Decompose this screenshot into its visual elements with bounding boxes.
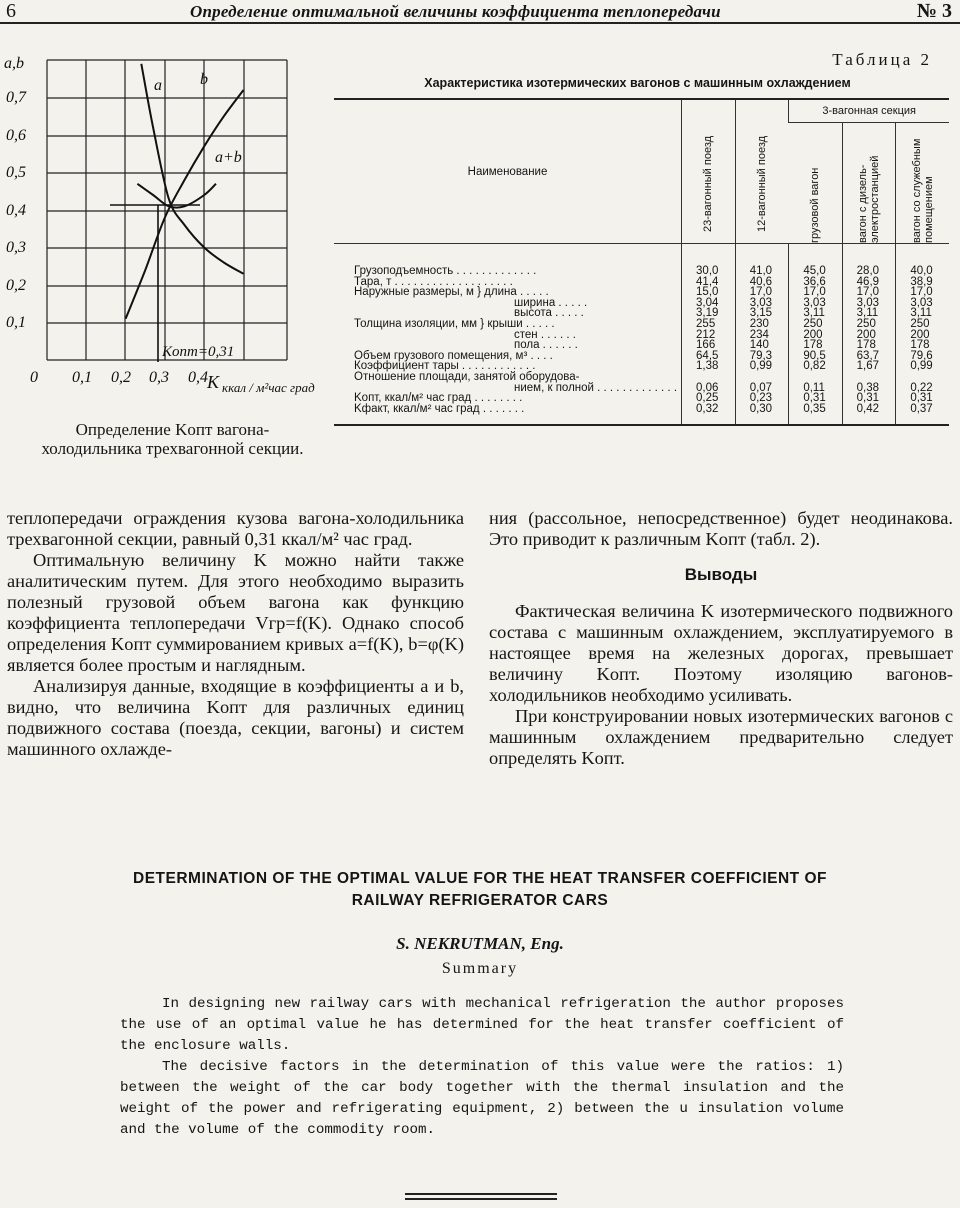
y-tick: 0,4 <box>6 202 26 219</box>
figure-caption: Определение Kопт вагона-холодильника трехвагонной секции. <box>41 420 304 458</box>
table-cell: 0,32 <box>682 404 736 426</box>
row-label: Тара, т . . . . . . . . . . . . . . . . . . . <box>354 275 513 288</box>
summary-label: Summary <box>441 960 519 977</box>
paragraph: теплопередачи ограждения кузова вагона-холодильника трехвагонной секции, равный 0,31 ккал/м² час град. <box>7 508 464 549</box>
curve-label-b: b <box>200 71 208 88</box>
paragraph: The decisive factors in the determination of this value were the ratios: 1) between the weight of the car body together with the thermal insulation and the weight of the power and refrigerating equipment, 2) between the u insulation volume and the volume of the commodity room. <box>120 1059 844 1138</box>
conclusions-heading: Выводы <box>684 565 758 584</box>
data-table <box>334 98 949 426</box>
table-header-col: 12-вагонный поезд <box>735 99 789 244</box>
paragraph: Фактическая величина K изотермического подвижного состава с машинным охлаждением, эксплуатируемого в настоящее время на железных дорогах, превышает величину Kопт. Поэтому изоляцию вагонов-холодильников необходимо усиливать. <box>489 601 953 705</box>
table-number: Таблица 2 <box>832 50 932 69</box>
paragraph: Анализируя данные, входящие в коэффициенты a и b, видно, что величина Kопт для различных единиц подвижного состава (поезда, секции, вагоны) и систем машинного охлажде- <box>7 676 464 759</box>
table-cell: 1,67 <box>842 361 896 372</box>
y-tick: 0,5 <box>6 164 26 181</box>
kopt-annotation: Kопт=0,31 <box>162 344 235 360</box>
table-cell: 0,31 <box>842 393 896 404</box>
table-cell: 250 <box>842 319 896 330</box>
curve-label-ab: a+b <box>215 149 242 166</box>
end-rule <box>405 1193 557 1195</box>
table-cell: 250 <box>896 319 949 330</box>
row-label: высота . . . . . <box>514 307 584 320</box>
table-cell: 0,06 <box>682 383 736 394</box>
row-label: ширина . . . . . <box>514 296 588 309</box>
table-cell: 17,0 <box>842 287 896 298</box>
table-cell <box>789 372 842 383</box>
table-cell: 212 <box>682 330 736 341</box>
table-cell: 0,11 <box>789 383 842 394</box>
table-cell: 178 <box>842 340 896 351</box>
paragraph: При конструировании новых изотермических вагонов с машинным охлаждением предварительно следует определять Kопт. <box>489 706 953 768</box>
chart-grid <box>47 60 287 360</box>
table-cell: 28,0 <box>842 244 896 277</box>
table-cell: 0,42 <box>842 404 896 426</box>
curve-a <box>141 64 243 274</box>
table-header-col: 23-вагонный поезд <box>682 99 736 244</box>
y-axis-label: a,b <box>4 55 24 72</box>
table-cell: 0,23 <box>735 393 789 404</box>
table-cell: 17,0 <box>896 287 949 298</box>
author: S. NEKRUTMAN, Eng. <box>396 934 564 953</box>
table-row <box>334 244 949 277</box>
row-label: стен . . . . . . <box>514 328 576 341</box>
table-cell <box>842 372 896 383</box>
table-cell: 46,9 <box>842 277 896 288</box>
table-cell: 178 <box>789 340 842 351</box>
table-cell: 3,03 <box>896 298 949 309</box>
x-tick: 0,2 <box>111 369 131 386</box>
y-tick: 0,2 <box>6 277 26 294</box>
table-cell: 40,0 <box>896 244 949 277</box>
table-group-header: 3-вагонная секция <box>789 99 949 123</box>
table-cell: 0,35 <box>789 404 842 426</box>
end-rule <box>405 1198 557 1200</box>
table-cell <box>735 372 789 383</box>
x-tick: 0,4 <box>188 369 208 386</box>
table-cell: 200 <box>842 330 896 341</box>
paragraph: In designing new railway cars with mechanical refrigeration the author proposes the use of an optimal value he has determined for the heat transfer coefficient of the enclosure walls. <box>120 996 844 1054</box>
row-label: Грузоподъемность . . . . . . . . . . . . . <box>354 265 537 277</box>
table-header-col: вагон с дизель-электростанцией <box>842 123 896 244</box>
x-axis-unit: ккал / м²час град <box>222 380 315 395</box>
table-cell <box>896 372 949 383</box>
table-cell: 3,11 <box>842 308 896 319</box>
table-cell: 0,25 <box>682 393 736 404</box>
x-tick: 0,1 <box>72 369 92 386</box>
table-header-col: грузовой вагон <box>789 123 842 244</box>
table-cell: 41,4 <box>682 277 736 288</box>
header-rule <box>0 22 960 24</box>
table-cell <box>682 372 736 383</box>
table-cell: 0,37 <box>896 404 949 426</box>
table-cell: 140 <box>735 340 789 351</box>
table-cell: 0,07 <box>735 383 789 394</box>
table-cell: 0,31 <box>896 393 949 404</box>
table-cell: 0,30 <box>735 404 789 426</box>
summary-text <box>120 994 844 1141</box>
table-cell: 255 <box>682 319 736 330</box>
row-label: Kопт, ккал/м² час град . . . . . . . . <box>354 392 523 405</box>
table-cell: 0,82 <box>789 361 842 372</box>
table-row <box>334 404 949 426</box>
row-label: Kфакт, ккал/м² час град . . . . . . . <box>354 402 525 415</box>
table-row <box>334 319 949 330</box>
table-cell: 30,0 <box>682 244 736 277</box>
table-cell: 250 <box>789 319 842 330</box>
table-cell: 79,6 <box>896 351 949 362</box>
table-cell: 3,04 <box>682 298 736 309</box>
table-cell: 17,0 <box>735 287 789 298</box>
left-column <box>7 508 464 760</box>
table-cell: 166 <box>682 340 736 351</box>
table-cell: 79,3 <box>735 351 789 362</box>
paragraph: Оптимальную величину K можно найти также аналитическим путем. Для этого необходимо выразить полезный грузовой объем вагона как функцию коэффициента теплопередачи Vгр=f(K). Однако способ определения Kопт суммированием кривых a=f(K), b=φ(K) является более простым и наглядным. <box>7 550 464 675</box>
y-tick: 0,6 <box>6 127 26 144</box>
table-cell: 3,03 <box>735 298 789 309</box>
table-cell: 0,31 <box>789 393 842 404</box>
page-number: 6 <box>6 0 16 22</box>
table-cell: 3,11 <box>896 308 949 319</box>
table-cell: 3,03 <box>842 298 896 309</box>
table-cell: 0,22 <box>896 383 949 394</box>
row-label: Отношение площади, занятой оборудова- <box>354 370 580 383</box>
curve-label-a: a <box>154 77 162 94</box>
table-cell: 200 <box>896 330 949 341</box>
table-cell: 40,6 <box>735 277 789 288</box>
table-cell: 64,5 <box>682 351 736 362</box>
table-cell: 178 <box>896 340 949 351</box>
table-body <box>334 244 949 426</box>
issue-number: № 3 <box>916 0 952 22</box>
running-title: Определение оптимальной величины коэффициента теплопередачи <box>190 2 721 21</box>
y-tick: 0,7 <box>6 89 26 106</box>
table-header-col: вагон со служебным помещением <box>896 123 949 244</box>
row-label: пола . . . . . . <box>514 339 578 352</box>
table-cell: 38,9 <box>896 277 949 288</box>
table-cell: 230 <box>735 319 789 330</box>
table-row <box>334 372 949 383</box>
y-tick: 0,1 <box>6 314 26 331</box>
table-cell: 17,0 <box>789 287 842 298</box>
table-cell: 0,99 <box>896 361 949 372</box>
row-label: Коэффициент тары . . . . . . . . . . . . <box>354 360 536 373</box>
table-cell: 3,19 <box>682 308 736 319</box>
table-cell: 36,6 <box>789 277 842 288</box>
table-cell: 3,03 <box>789 298 842 309</box>
right-column <box>489 508 953 769</box>
table-cell: 90,5 <box>789 351 842 362</box>
table-header-name: Наименование <box>334 99 682 244</box>
table-cell: 45,0 <box>789 244 842 277</box>
row-label: Наружные размеры, м } длина . . . . . <box>354 286 549 299</box>
table-cell: 1,38 <box>682 361 736 372</box>
table-title: Характеристика изотермических вагонов с машинным охлаждением <box>424 76 851 90</box>
y-tick: 0,3 <box>6 239 26 256</box>
table-cell: 15,0 <box>682 287 736 298</box>
paragraph: ния (рассольное, непосредственное) будет неодинакова. Это приводит к различным Kопт (табл. 2). <box>489 508 953 549</box>
table-cell: 0,38 <box>842 383 896 394</box>
row-label: Толщина изоляции, мм } крыши . . . . . <box>354 317 555 330</box>
table-cell: 41,0 <box>735 244 789 277</box>
x-axis-letter: K <box>207 372 220 392</box>
kopt-chart <box>0 50 330 420</box>
table-cell: 3,11 <box>789 308 842 319</box>
row-label: нием, к полной . . . . . . . . . . . . . <box>514 381 678 394</box>
table-cell: 234 <box>735 330 789 341</box>
table-cell: 63,7 <box>842 351 896 362</box>
table-cell: 200 <box>789 330 842 341</box>
english-title: DETERMINATION OF THE OPTIMAL VALUE FOR THE HEAT TRANSFER COEFFICIENT OF RAILWAY REFRIGERATOR CARS <box>133 870 827 909</box>
table-cell: 3,15 <box>735 308 789 319</box>
row-label: Объем грузового помещения, м³ . . . . <box>354 349 553 362</box>
x-tick: 0 <box>30 369 38 386</box>
x-tick: 0,3 <box>149 369 169 386</box>
table-cell: 0,99 <box>735 361 789 372</box>
